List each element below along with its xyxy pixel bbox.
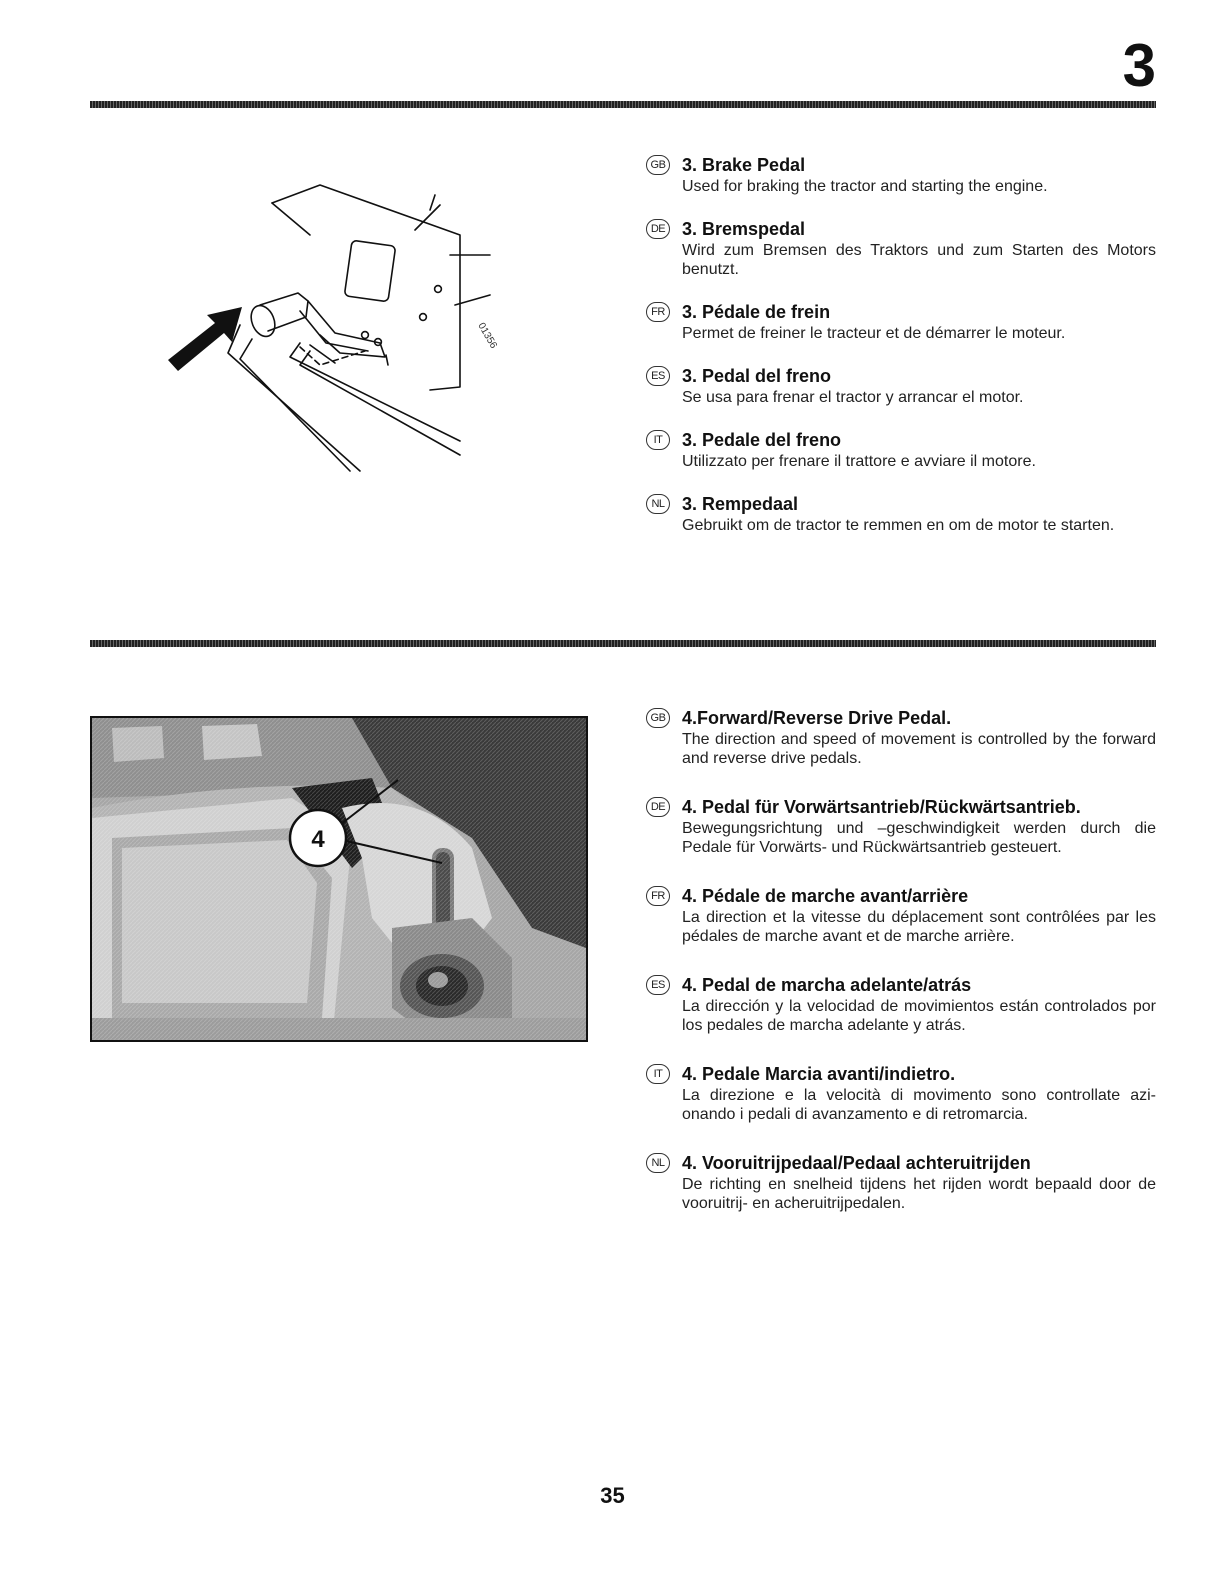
entry-title: 3. Pedal del freno — [682, 366, 832, 386]
entry-body: The direction and speed of movement is controlled by the forward and reverse drive pedals. — [682, 731, 1156, 767]
entry-title: 4. Pedale Marcia avanti/indietro. — [682, 1064, 956, 1084]
entry-gb — [646, 706, 1156, 768]
brake-pedal-illustration — [160, 175, 510, 475]
entry-title: 4. Pedal für Vorwärtsantrieb/Rückwärtsantrieb. — [682, 797, 1081, 817]
language-badge: NL — [646, 494, 670, 514]
language-badge: DE — [646, 797, 670, 817]
entry-fr — [646, 884, 1156, 946]
entry-body: Utilizzato per frenare il trattore e avviare il motore. — [682, 453, 1036, 470]
entry-fr — [646, 300, 1156, 343]
entry-body: Permet de freiner le tracteur et de démarrer le moteur. — [682, 325, 1066, 342]
entry-body: Se usa para frenar el tractor y arrancar el motor. — [682, 389, 1024, 406]
svg-text:01356: 01356 — [475, 321, 499, 351]
entry-de — [646, 217, 1156, 279]
entry-body: Bewegungsrichtung und –geschwindigkeit werden durch die Pedale für Vorwärts- und Rückwärtsantrieb gesteuert. — [682, 820, 1156, 856]
entry-it — [646, 1062, 1156, 1124]
section-divider — [90, 640, 1156, 647]
entry-es — [646, 364, 1156, 407]
entry-body: La direction et la vitesse du déplacement sont contrôlées par les pédales de marche avant et de marche arrière. — [682, 909, 1156, 945]
entry-title: 3. Rempedaal — [682, 494, 799, 514]
entry-body: La dirección y la velocidad de movimientos están controlados por los pedales de marcha adelante y atrás. — [682, 998, 1156, 1034]
entry-body: De richting en snelheid tijdens het rijden wordt bepaald door de vooruitrij- en acheruitrijpedalen. — [682, 1176, 1156, 1212]
entry-de — [646, 795, 1156, 857]
entry-nl — [646, 492, 1156, 535]
language-badge: NL — [646, 1153, 670, 1173]
language-badge: FR — [646, 302, 670, 322]
entry-body: La direzione e la velocità di movimento sono controllate azi-onando i pedali di avanzamento e di retromarcia. — [682, 1087, 1156, 1123]
entry-title: 4. Pédale de marche avant/arrière — [682, 886, 969, 906]
entry-body: Gebruikt om de tractor te remmen en om de motor te starten. — [682, 517, 1115, 534]
entry-nl — [646, 1151, 1156, 1213]
language-badge: DE — [646, 219, 670, 239]
entry-body: Wird zum Bremsen des Traktors und zum Starten des Motors benutzt. — [682, 242, 1156, 278]
entry-title: 3. Bremspedal — [682, 219, 806, 239]
entry-gb — [646, 153, 1156, 196]
entry-title: 3. Pedale del freno — [682, 430, 842, 450]
language-badge: FR — [646, 886, 670, 906]
entry-title: 4. Pedal de marcha adelante/atrás — [682, 975, 972, 995]
top-divider — [90, 101, 1156, 108]
entry-title: 4. Vooruitrijpedaal/Pedaal achteruitrijden — [682, 1153, 1031, 1173]
figure-callout-label: 4 — [311, 826, 325, 853]
page-number: 35 — [600, 1483, 625, 1508]
language-badge: GB — [646, 708, 670, 728]
drive-pedal-descriptions — [646, 706, 1156, 1240]
language-badge: IT — [646, 1064, 670, 1084]
entry-title: 3. Brake Pedal — [682, 155, 806, 175]
entry-es — [646, 973, 1156, 1035]
brake-pedal-descriptions — [646, 153, 1156, 556]
entry-title: 4.Forward/Reverse Drive Pedal. — [682, 708, 952, 728]
entry-it — [646, 428, 1156, 471]
language-badge: ES — [646, 366, 670, 386]
entry-body: Used for braking the tractor and starting the engine. — [682, 178, 1048, 195]
drive-pedal-photo — [90, 716, 588, 1042]
chapter-number: 3 — [1122, 32, 1156, 99]
entry-title: 3. Pédale de frein — [682, 302, 831, 322]
language-badge: ES — [646, 975, 670, 995]
language-badge: GB — [646, 155, 670, 175]
language-badge: IT — [646, 430, 670, 450]
